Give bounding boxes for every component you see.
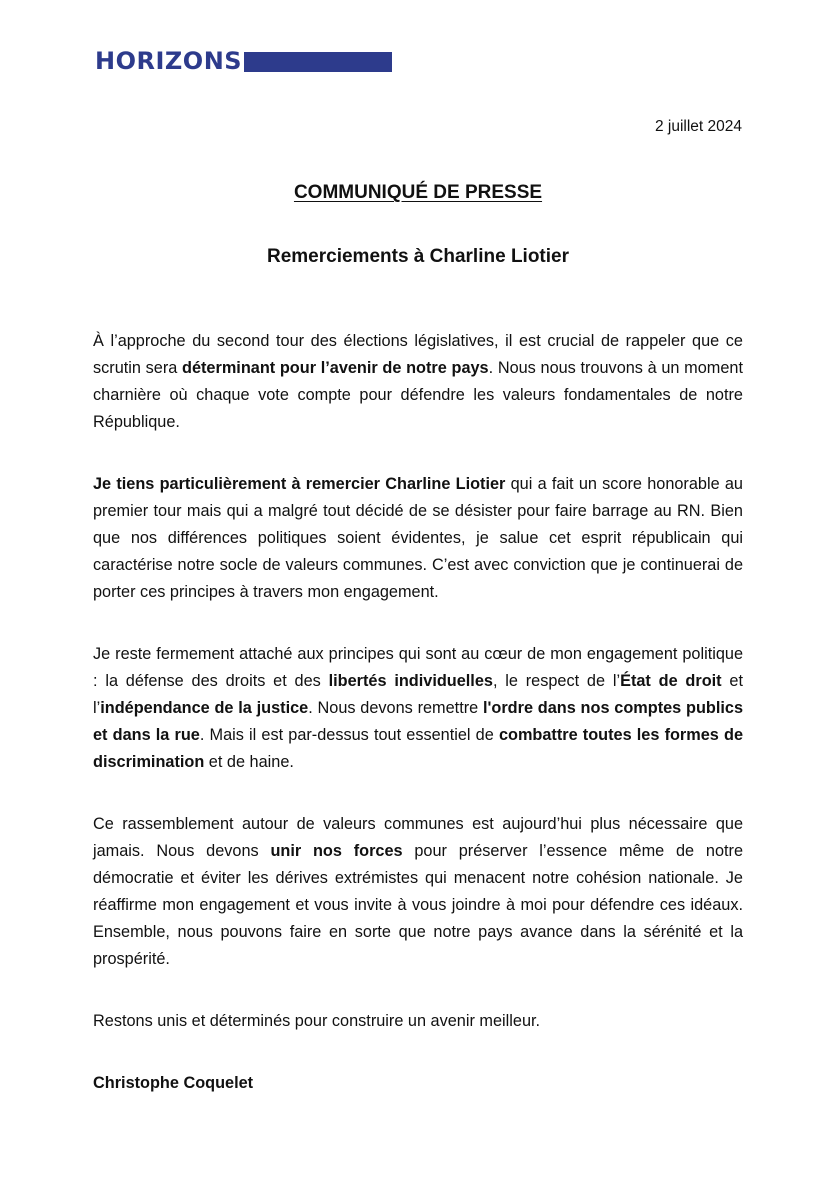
paragraph-3-bold-3: indépendance de la justice xyxy=(100,699,309,717)
paragraph-4-text-1: Ce rassemblement autour de valeurs communes est aujourd’hui plus nécessaire que jamais. Nous devons xyxy=(93,815,743,860)
paragraph-4-text-2: pour préserver l’essence même de notre démocratie et éviter les dérives extrémistes qui menacent notre cohésion nationale. Je réaffirme mon engagement et vous invite à vous joindre à moi pour défendre ces idéaux. Ensemble, nous pouvons faire en sorte que notre pays avance dans la sérénité et la prospérité. xyxy=(93,842,743,968)
paragraph-1-text-1: À l’approche du second tour des élections législatives, il est crucial de rappeler que ce scrutin sera xyxy=(93,332,743,377)
paragraph-1 xyxy=(93,328,743,436)
paragraph-3 xyxy=(93,641,743,776)
press-release-body xyxy=(93,328,743,1132)
paragraph-5: Restons unis et déterminés pour construire un avenir meilleur. xyxy=(93,1012,541,1030)
paragraph-4-bold-1: unir nos forces xyxy=(270,842,403,860)
paragraph-3-text-4: . Nous devons remettre xyxy=(308,699,483,717)
paragraph-3-text-3: et l’ xyxy=(93,672,743,717)
paragraph-1-text-2: . Nous nous trouvons à un moment charnière où chaque vote compte pour défendre les valeurs fondamentales de notre République. xyxy=(93,359,743,431)
page-subtitle: Remerciements à Charline Liotier xyxy=(267,246,569,267)
paragraph-2 xyxy=(93,471,743,606)
paragraph-3-text-2: , le respect de l’ xyxy=(492,672,621,690)
paragraph-2-text-1: qui a fait un score honorable au premier tour mais qui a malgré tout décidé de se désister pour faire barrage au RN. Bien que nos différences politiques soient évidentes, je salue cet esprit républicain qui caractérise notre socle de valeurs communes. C’est avec conviction que je continuerai de porter ces principes à travers mon engagement. xyxy=(93,475,743,601)
paragraph-4 xyxy=(93,811,743,973)
paragraph-3-bold-4: l'ordre dans nos comptes publics et dans la rue xyxy=(93,699,744,744)
logo-bar xyxy=(244,52,392,72)
signature-name: Christophe Coquelet xyxy=(93,1074,254,1092)
logo-text: HORIZONS xyxy=(95,47,243,75)
paragraph-3-text-5: . Mais il est par-dessus tout essentiel de xyxy=(199,726,499,744)
signature xyxy=(93,1070,743,1097)
paragraph-3-bold-2: État de droit xyxy=(620,672,722,690)
paragraph-1-bold-1: déterminant pour l’avenir de notre pays xyxy=(182,359,489,377)
paragraph-3-text-1: Je reste fermement attaché aux principes qui sont au cœur de mon engagement politique : la défense des droits et des xyxy=(93,645,743,690)
page-title: COMMUNIQUÉ DE PRESSE xyxy=(293,182,543,203)
horizons-logo xyxy=(95,47,392,75)
paragraph-3-bold-1: libertés individuelles xyxy=(328,672,493,690)
paragraph-3-bold-5: combattre toutes les formes de discrimination xyxy=(93,726,744,771)
press-release-date: 2 juillet 2024 xyxy=(654,118,742,135)
paragraph-3-text-6: et de haine. xyxy=(204,753,294,771)
paragraph-2-bold-1: Je tiens particulièrement à remercier Charline Liotier xyxy=(93,475,506,493)
